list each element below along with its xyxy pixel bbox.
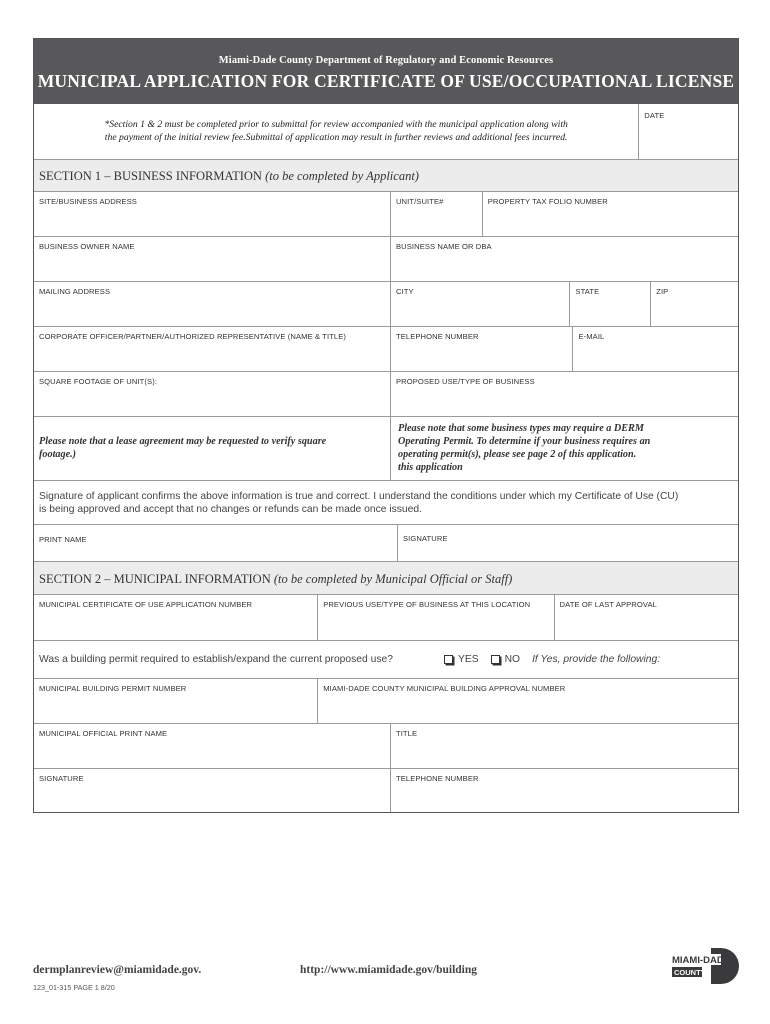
building-permit-number-label: MUNICIPAL BUILDING PERMIT NUMBER — [39, 684, 187, 693]
city-field[interactable] — [390, 282, 569, 326]
square-footage-field[interactable] — [34, 372, 390, 416]
telephone-field[interactable] — [390, 327, 572, 371]
officer-label: CORPORATE OFFICER/PARTNER/AUTHORIZED REPRESENTATIVE (NAME & TITLE) — [39, 332, 347, 341]
intro-note — [34, 104, 638, 159]
zip-field[interactable] — [650, 282, 738, 326]
official-name-field[interactable] — [34, 724, 390, 768]
square-footage-label: SQUARE FOOTAGE OF UNIT(S): — [39, 377, 158, 386]
official-row — [34, 723, 738, 768]
cu-application-number-label: MUNICIPAL CERTIFICATE OF USE APPLICATION NUMBER — [39, 600, 253, 609]
official-title-field[interactable] — [390, 724, 738, 768]
yes-checkbox-box[interactable] — [444, 655, 453, 664]
unit-suite-field[interactable] — [390, 192, 482, 236]
last-approval-date-field[interactable] — [554, 595, 738, 640]
folio-number-field[interactable] — [482, 192, 738, 236]
official-name-label: MUNICIPAL OFFICIAL PRINT NAME — [39, 729, 168, 738]
footer-email-link[interactable]: dermplanreview@miamidade.gov. — [33, 964, 202, 976]
signature-statement-line-2: is being approved and accept that no changes or refunds can be made once issued. — [39, 504, 422, 515]
applicant-signature-row — [34, 524, 738, 561]
notes-row — [34, 416, 738, 480]
official-title-label: TITLE — [395, 729, 418, 738]
form-code: 123_01-315 PAGE 1 8/20 — [33, 983, 115, 992]
county-approval-number-field[interactable] — [317, 679, 738, 723]
official-telephone-field[interactable] — [390, 769, 738, 812]
intro-note-line-1: *Section 1 & 2 must be completed prior to submittal for review accompanied with the municipal application along with — [104, 119, 568, 130]
section-1-heading — [34, 159, 738, 191]
if-yes-note: If Yes, provide the following: — [532, 654, 661, 665]
official-signature-field[interactable] — [34, 769, 390, 812]
no-label: NO — [504, 654, 521, 665]
previous-use-label: PREVIOUS USE/TYPE OF BUSINESS AT THIS LOCATION — [323, 600, 531, 609]
cu-row — [34, 594, 738, 640]
email-field[interactable] — [572, 327, 738, 371]
business-owner-label: BUSINESS OWNER NAME — [39, 242, 135, 251]
owner-row — [34, 236, 738, 281]
footer-website-link[interactable]: http://www.miamidade.gov/building — [300, 964, 478, 976]
cu-application-number-field[interactable] — [34, 595, 317, 640]
county-approval-number-label: MIAMI-DADE COUNTY MUNICIPAL BUILDING APPROVAL NUMBER — [323, 684, 566, 693]
footage-row — [34, 371, 738, 416]
intro-row — [34, 104, 738, 159]
state-label: STATE — [575, 287, 600, 296]
building-permit-number-field[interactable] — [34, 679, 317, 723]
site-address-field[interactable] — [34, 192, 390, 236]
proposed-use-label: PROPOSED USE/TYPE OF BUSINESS — [395, 377, 535, 386]
miami-dade-county-logo-icon — [671, 948, 739, 984]
intro-note-line-2: the payment of the initial review fee.Submittal of application may result in further reviews and additional fees incurred. — [104, 131, 568, 143]
official-telephone-label: TELEPHONE NUMBER — [395, 774, 479, 783]
email-label: E-MAIL — [578, 332, 605, 341]
date-label: DATE — [644, 111, 665, 120]
page-footer — [33, 955, 739, 1002]
lease-note — [34, 417, 390, 480]
business-owner-field[interactable] — [34, 237, 390, 281]
yes-checkbox[interactable] — [444, 654, 479, 665]
print-name-field[interactable] — [34, 525, 397, 561]
lease-note-line-1: Please note that a lease agreement may be requested to verify square — [39, 436, 327, 447]
mailing-address-field[interactable] — [34, 282, 390, 326]
officer-field[interactable] — [34, 327, 390, 371]
signature-statement-line-1: Signature of applicant confirms the above information is true and correct. I understand the conditions under which my Certificate of Use (CU) — [39, 491, 679, 502]
mailing-row — [34, 281, 738, 326]
no-checkbox-box[interactable] — [491, 655, 500, 664]
applicant-signature-label: SIGNATURE — [402, 534, 448, 543]
proposed-use-field[interactable] — [390, 372, 738, 416]
address-row — [34, 191, 738, 236]
section-2-subtitle: (to be completed by Municipal Official or Staff) — [273, 572, 513, 586]
telephone-label: TELEPHONE NUMBER — [395, 332, 479, 341]
derm-note — [390, 417, 738, 480]
applicant-signature-field[interactable] — [397, 525, 738, 561]
print-name-label: PRINT NAME — [39, 535, 87, 544]
derm-note-line-1: Please note that some business types may require a DERM — [397, 423, 644, 434]
section-2-heading — [34, 561, 738, 594]
building-permit-question-text: Was a building permit required to establish/expand the current proposed use? — [39, 654, 393, 665]
yes-label: YES — [458, 654, 479, 665]
state-field[interactable] — [569, 282, 650, 326]
mailing-address-label: MAILING ADDRESS — [39, 287, 111, 296]
department-name: Miami-Dade County Department of Regulatory and Economic Resources — [218, 55, 554, 66]
building-permit-question — [34, 640, 738, 678]
no-checkbox[interactable] — [491, 654, 520, 665]
lease-note-line-2: footage.) — [39, 449, 77, 460]
site-address-label: SITE/BUSINESS ADDRESS — [39, 197, 137, 206]
logo-text-line-1: MIAMI-DADE — [672, 955, 731, 966]
logo-text-line-2: COUNTY — [674, 968, 706, 977]
official-signature-row — [34, 768, 738, 812]
folio-number-label: PROPERTY TAX FOLIO NUMBER — [487, 197, 608, 206]
form-title: MUNICIPAL APPLICATION FOR CERTIFICATE OF USE/OCCUPATIONAL LICENSE — [37, 71, 735, 91]
business-name-label: BUSINESS NAME OR DBA — [395, 242, 492, 251]
unit-suite-label: UNIT/SUITE# — [395, 197, 444, 206]
zip-label: ZIP — [656, 287, 669, 296]
previous-use-field[interactable] — [317, 595, 553, 640]
permit-numbers-row — [34, 678, 738, 723]
derm-note-line-2: Operating Permit. To determine if your business requires an — [397, 436, 651, 447]
city-label: CITY — [395, 287, 414, 296]
section-1-subtitle: (to be completed by Applicant) — [265, 169, 419, 183]
section-1-title: SECTION 1 – BUSINESS INFORMATION — [39, 169, 262, 183]
official-signature-label: SIGNATURE — [39, 774, 84, 783]
business-name-field[interactable] — [390, 237, 738, 281]
form-header — [34, 39, 738, 104]
derm-note-line-3: operating permit(s), please see page 2 of this application. — [397, 449, 637, 460]
signature-statement — [34, 480, 738, 524]
date-field[interactable] — [638, 104, 738, 159]
application-form — [33, 38, 739, 813]
derm-note-line-4: this application — [397, 462, 463, 473]
last-approval-date-label: DATE OF LAST APPROVAL — [559, 600, 657, 609]
officer-row — [34, 326, 738, 371]
section-2-title: SECTION 2 – MUNICIPAL INFORMATION — [39, 572, 271, 586]
